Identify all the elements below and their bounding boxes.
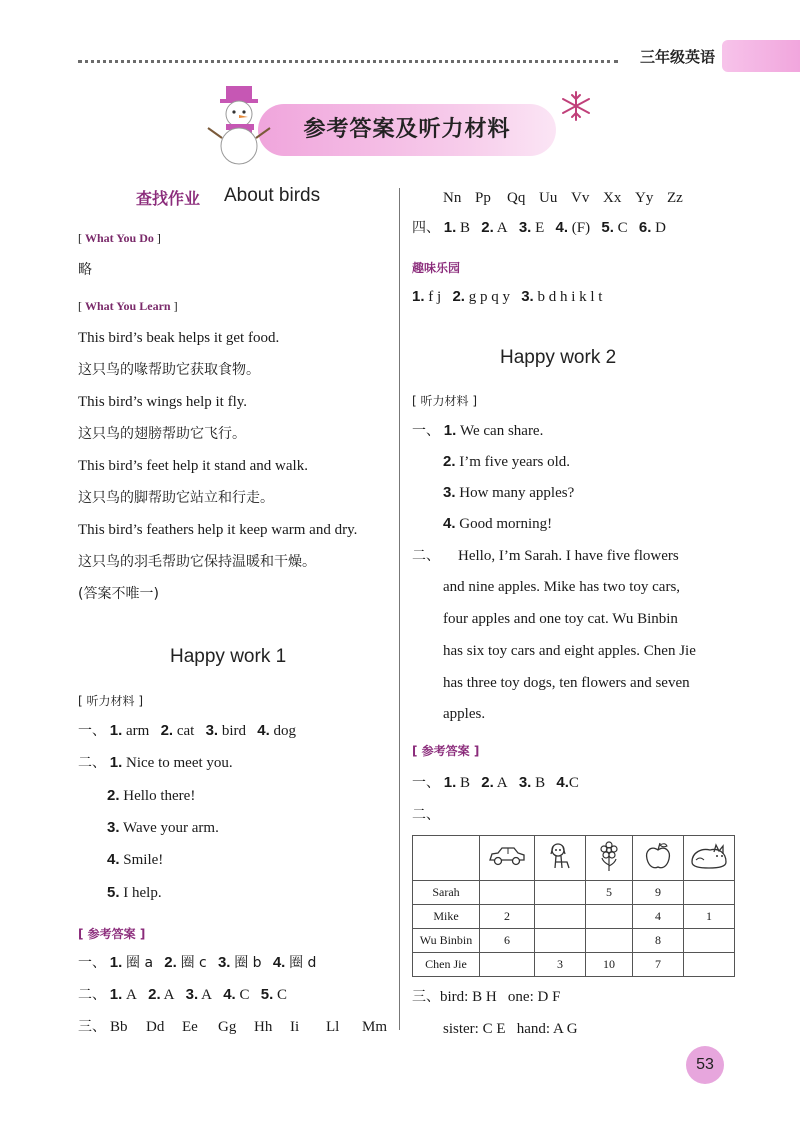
item-prefix: 二、 <box>412 807 440 823</box>
letter-pair: Xx <box>603 190 622 206</box>
letter-pair: Nn <box>443 190 462 206</box>
table-header-row <box>413 836 735 881</box>
table-header-cat <box>684 836 735 881</box>
letter-pair: Bb <box>110 1019 128 1035</box>
table-cell <box>684 881 735 905</box>
listen-item <box>107 883 162 903</box>
tag-text: 参考答案 <box>421 744 470 758</box>
item-text: Wave your arm. <box>123 820 219 836</box>
item-num: 1. <box>443 219 457 236</box>
happy-work-1-title: Happy work 1 <box>170 646 287 667</box>
letter-pair: Uu <box>539 190 558 206</box>
item-num: 1. <box>109 722 123 739</box>
answer-row-4 <box>412 218 666 238</box>
item-num: 1. <box>443 422 457 439</box>
letter-pair: Ee <box>182 1019 198 1035</box>
item-num: 3. <box>185 986 199 1003</box>
item-num: 1. <box>109 986 123 1003</box>
page-title: 参考答案及听力材料 <box>303 117 511 142</box>
table-cell: 1 <box>684 905 735 929</box>
snowman-icon <box>206 80 276 170</box>
table-header-car <box>480 836 535 881</box>
item-num: 1. <box>412 288 425 305</box>
letters-continued <box>443 188 699 208</box>
table-cell: 4 <box>633 905 684 929</box>
item-text: A <box>163 987 175 1003</box>
item-num: 5. <box>107 884 120 901</box>
table-header-apple <box>633 836 684 881</box>
item-text: I’m five years old. <box>459 454 571 470</box>
table-row <box>413 881 735 905</box>
item-text: Smile! <box>123 852 164 868</box>
table-cell <box>535 929 586 953</box>
table-cell: 5 <box>586 881 633 905</box>
learn-line: 这只鸟的脚帮助它站立和行走。 <box>78 490 274 506</box>
listen-row-2 <box>78 753 233 773</box>
item-text: C <box>617 220 628 236</box>
tag-answers: [ 参考答案 ] <box>78 927 146 941</box>
item-text: B <box>460 775 471 791</box>
item-num: 2. <box>481 774 494 791</box>
item-num: 5. <box>260 986 274 1003</box>
header-tab <box>722 40 800 72</box>
table-cell: 7 <box>633 953 684 977</box>
tag-listen: [ 听力材料 ] <box>412 394 478 408</box>
learn-line: (答案不唯一) <box>78 586 159 602</box>
learn-line: This bird’s wings help it fly. <box>78 394 248 410</box>
item-text: C <box>239 987 250 1003</box>
learn-line: 这只鸟的喙帮助它获取食物。 <box>78 362 260 378</box>
letter-pair: Dd <box>146 1019 165 1035</box>
column-divider <box>399 188 400 1030</box>
item-prefix: 一、 <box>412 775 440 791</box>
item-text: 圈 a <box>126 955 154 971</box>
passage-line: four apples and one toy cat. Wu Binbin <box>443 611 678 627</box>
item-text: Hello there! <box>123 788 196 804</box>
item-num: 3. <box>107 819 120 836</box>
item-num: 4. <box>555 219 569 236</box>
letter-pair: Zz <box>667 190 683 206</box>
section-title-cn: 查找作业 <box>136 189 201 208</box>
item-text: f j <box>428 289 442 305</box>
item-prefix: 三、 <box>412 989 440 1005</box>
table-row <box>413 905 735 929</box>
learn-line: This bird’s feathers help it keep warm and dry. <box>78 522 358 538</box>
fun-title: 趣味乐园 <box>412 261 461 275</box>
item-num: 3. <box>205 722 219 739</box>
item-num: 1. <box>443 774 457 791</box>
answer-line: sister: C E hand: A G <box>443 1021 578 1037</box>
section-title-en: About birds <box>224 185 321 206</box>
item-text: B <box>460 220 471 236</box>
listen-item <box>107 786 195 806</box>
answer-row-3 <box>78 1017 398 1037</box>
fun-row <box>412 287 602 307</box>
passage-line: has six toy cars and eight apples. Chen Jie <box>443 643 696 659</box>
table-cell <box>586 929 633 953</box>
answer-row-1 <box>412 773 579 793</box>
item-text: cat <box>176 723 195 739</box>
tag-text: 参考答案 <box>87 927 136 941</box>
answer-table <box>412 835 735 977</box>
item-text: A <box>496 220 508 236</box>
item-num: 2. <box>164 954 177 971</box>
item-text: b d h i k l t <box>537 289 603 305</box>
passage-line: has three toy dogs, ten flowers and seven <box>443 675 690 691</box>
item-num: 3. <box>518 219 532 236</box>
item-num: 2. <box>148 986 161 1003</box>
row-name: Mike <box>413 905 480 929</box>
item-prefix: 一、 <box>78 955 106 971</box>
row-name: Sarah <box>413 881 480 905</box>
table-cell <box>684 929 735 953</box>
letter-pair: Qq <box>507 190 526 206</box>
answer-do: 略 <box>78 262 92 278</box>
item-text: A <box>126 987 137 1003</box>
cat-icon <box>688 842 730 870</box>
item-prefix: 二、 <box>78 755 106 771</box>
item-num: 2. <box>481 219 494 236</box>
letter-pair: Pp <box>475 190 491 206</box>
item-num: 3. <box>521 288 534 305</box>
item-prefix: 一、 <box>78 723 106 739</box>
table-row <box>413 953 735 977</box>
item-num: 4. <box>272 954 286 971</box>
table-cell <box>684 953 735 977</box>
table-cell <box>480 953 535 977</box>
item-text: (F) <box>571 220 591 236</box>
table-header-flower <box>586 836 633 881</box>
item-num: 2. <box>160 722 174 739</box>
table-cell: 2 <box>480 905 535 929</box>
item-text: 圈 c <box>180 955 207 971</box>
table-corner <box>413 836 480 881</box>
item-text: C <box>277 987 288 1003</box>
item-num: 1. <box>109 954 123 971</box>
item-num: 2. <box>443 453 456 470</box>
passage-line: and nine apples. Mike has two toy cars, <box>443 579 681 595</box>
flower-icon <box>597 840 621 872</box>
table-cell: 8 <box>633 929 684 953</box>
item-text: Good morning! <box>459 516 553 532</box>
tag-listen: [ 听力材料 ] <box>78 694 144 708</box>
item-num: 3. <box>518 774 532 791</box>
item-prefix: 一、 <box>412 423 440 439</box>
item-num: 5. <box>601 219 614 236</box>
item-text: Nice to meet you. <box>126 755 233 771</box>
table-cell: 6 <box>480 929 535 953</box>
item-prefix: 三、 <box>78 1019 106 1035</box>
item-num: 4. <box>556 774 569 791</box>
snowflake-icon <box>560 90 592 122</box>
answer-line: bird: B H one: D F <box>440 989 561 1005</box>
learn-line: 这只鸟的翅膀帮助它飞行。 <box>78 426 246 442</box>
item-num: 2. <box>107 787 120 804</box>
item-text: B <box>535 775 546 791</box>
tag-text: What You Do <box>85 231 154 245</box>
listen-item <box>107 850 163 870</box>
answer-row-2 <box>78 985 287 1005</box>
item-text: We can share. <box>460 423 544 439</box>
letter-pair: Yy <box>635 190 654 206</box>
item-prefix: 四、 <box>412 220 440 236</box>
item-num: 3. <box>217 954 231 971</box>
item-num: 4. <box>223 986 236 1003</box>
table-cell <box>586 905 633 929</box>
tag-what-you-learn: [ What You Learn ] <box>78 299 178 313</box>
tag-answers: [ 参考答案 ] <box>412 744 480 758</box>
tag-text: What You Learn <box>85 299 171 313</box>
learn-line: This bird’s feet help it stand and walk. <box>78 458 308 474</box>
item-text: A <box>201 987 212 1003</box>
dotted-rule <box>78 60 618 63</box>
letter-pair: Mm <box>362 1019 388 1035</box>
table-cell <box>535 881 586 905</box>
table-cell: 9 <box>633 881 684 905</box>
letter-pair: Hh <box>254 1019 273 1035</box>
listen-item <box>443 514 552 534</box>
item-prefix: 二、 <box>78 987 106 1003</box>
table-cell <box>535 905 586 929</box>
learn-line: 这只鸟的羽毛帮助它保持温暖和干燥。 <box>78 554 316 570</box>
item-num: 3. <box>443 484 456 501</box>
learn-line: This bird’s beak helps it get food. <box>78 330 280 346</box>
answer-row-3 <box>412 987 560 1007</box>
table-row <box>413 929 735 953</box>
item-text: 圈 b <box>234 955 262 971</box>
item-num: 4. <box>257 722 270 739</box>
tag-text: 听力材料 <box>86 694 135 708</box>
dog-icon <box>547 841 573 871</box>
item-text: C <box>568 775 579 791</box>
listen-item <box>443 483 574 503</box>
letter-pair: Ll <box>326 1019 340 1035</box>
happy-work-2-title: Happy work 2 <box>500 347 617 368</box>
car-icon <box>487 845 527 867</box>
table-cell <box>480 881 535 905</box>
listen-row-1 <box>78 721 296 741</box>
tag-text: 听力材料 <box>420 394 469 408</box>
letter-pair: Ii <box>290 1019 300 1035</box>
item-num: 4. <box>107 851 120 868</box>
item-text: A <box>496 775 508 791</box>
answer-row-1 <box>78 953 316 973</box>
item-num: 1. <box>109 754 123 771</box>
item-prefix: 二、 <box>412 548 440 564</box>
item-text: 圈 d <box>289 955 317 971</box>
table-cell: 10 <box>586 953 633 977</box>
item-num: 2. <box>452 288 465 305</box>
grade-label: 三年级英语 <box>640 48 716 66</box>
item-text: How many apples? <box>459 485 575 501</box>
table-cell: 3 <box>535 953 586 977</box>
item-text: g p q y <box>468 289 510 305</box>
passage-line: apples. <box>443 706 486 722</box>
listen-item <box>107 818 219 838</box>
item-text: I help. <box>123 885 162 901</box>
item-num: 6. <box>638 219 652 236</box>
tag-what-you-do: [ What You Do ] <box>78 231 161 245</box>
apple-icon <box>643 841 673 871</box>
listen-row-1 <box>412 421 543 441</box>
row-name: Wu Binbin <box>413 929 480 953</box>
table-header-dog <box>535 836 586 881</box>
item-num: 4. <box>443 515 456 532</box>
item-text: E <box>535 220 545 236</box>
letter-pair: Gg <box>218 1019 237 1035</box>
listen-item <box>443 452 570 472</box>
item-text: arm <box>126 723 150 739</box>
item-text: bird <box>221 723 247 739</box>
item-text: D <box>655 220 667 236</box>
page-number: 53 <box>686 1046 724 1084</box>
letter-pair: Vv <box>571 190 590 206</box>
passage-line: Hello, I’m Sarah. I have five flowers <box>458 548 679 564</box>
item-text: dog <box>273 723 297 739</box>
row-name: Chen Jie <box>413 953 480 977</box>
